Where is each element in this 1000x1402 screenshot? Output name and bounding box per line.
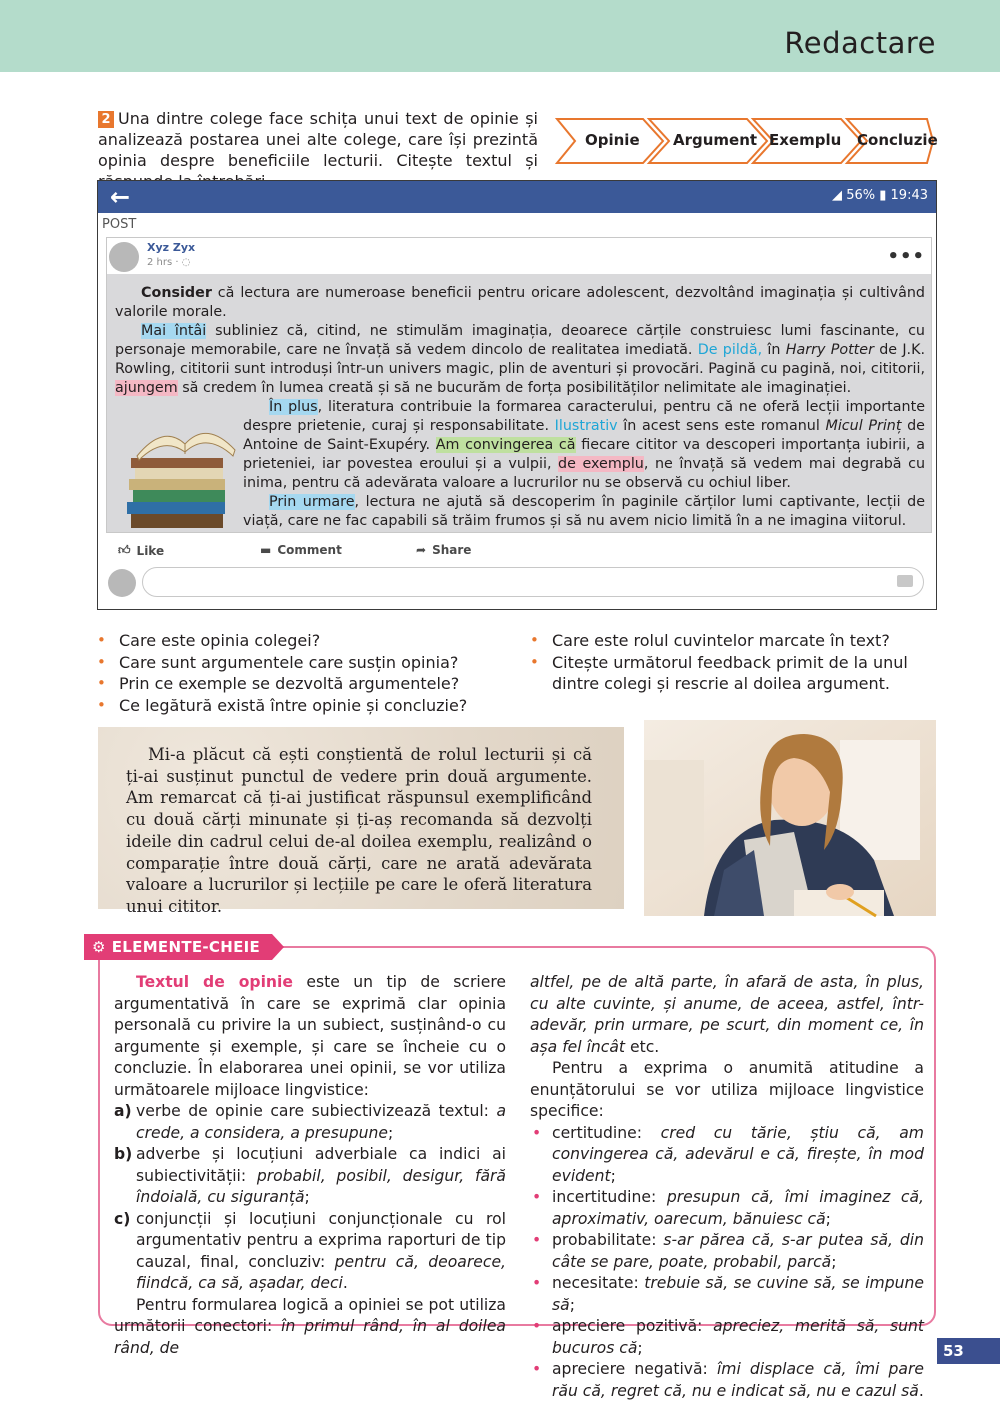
flow-step-exemplu: Exemplu [769, 131, 842, 149]
attitude-item: • apreciere pozitivă: apreciez, merită să, sunt bucuros că; [530, 1316, 924, 1359]
attitude-item: • necesitate: trebuie să, se cuvine să, se impune să; [530, 1273, 924, 1316]
status-bar [832, 188, 928, 203]
comment-input[interactable] [142, 567, 924, 597]
post-header [107, 238, 931, 274]
like-button[interactable]: 👍︎ Like [118, 543, 165, 558]
flow-step-opinie: Opinie [585, 131, 640, 149]
post-label: POST [102, 217, 137, 232]
share-arrow-icon: ➦ [416, 543, 427, 557]
battery-icon: ▮ [879, 188, 887, 203]
key-connectors-continued: altfel, pe de altă parte, în afară de asta, în plus, cu alte cuvinte, și anume, de aceea, astfel, într-adevăr, prin urmare, pe scurt, din moment ce, în așa fel încât etc. [530, 973, 924, 1056]
battery-percent: 56% [846, 188, 876, 203]
avatar[interactable] [109, 242, 139, 272]
attitude-item: • probabilitate: s-ar părea că, s-ar putea să, din câte se pare, poate, probabil, parcă; [530, 1230, 924, 1273]
gears-icon: ⚙ [92, 938, 106, 956]
question-item: • Prin ce exemple se dezvoltă argumentele? [97, 673, 517, 695]
more-options-icon[interactable]: ••• [887, 246, 925, 267]
feedback-text: Mi-a plăcut că ești conștientă de rolul lecturii și că ți-ai susținut punctul de vedere prin două argumente. Am remarcat că ți-ai justificat răspunsul exemplificând cu două cărți minunate și ți-aș recomanda să dezvolți ideile din cadrul celui de-al doilea exemplu, realizând o comparație între două cărți, care ne arată adevărata valoare a lucrurilor și lecțiile pe care le oferă literatura unui cititor. [126, 745, 592, 916]
poster-name[interactable]: Xyz Zyx [147, 241, 196, 254]
comment-button[interactable]: ▬ Comment [260, 543, 342, 557]
questions-right [530, 630, 940, 695]
connectors-list-part-2: altfel, pe de altă parte, în afară de asta, în plus, cu alte cuvinte, și anume, de aceea, astfel, într-adevăr, prin urmare, pe scurt, din moment ce, în așa fel încât [530, 973, 924, 1056]
question-item: • Care este opinia colegei? [97, 630, 517, 652]
thumbs-up-icon: 👍︎ [118, 543, 131, 557]
attitude-item: • certitudine: cred cu tărie, știu că, am convingerea că, adevărul e că, firește, în mod evident; [530, 1123, 924, 1188]
comment-row [108, 567, 926, 599]
post-paragraph-argument-2: În plus, literatura contribuie la formarea caracterului, pentru că ne oferă lecții importante despre prietenie, curaj și responsabilitate. Ilustrativ în acest sens este romanul Micul Prinț de Antoine de Saint-Exupéry. Am convingerea că fiecare cititor va descoperi importanța iubirii, a prieteniei, iar povestea eroului și a vulpii, de exemplu, ne învață să vedem mai degrabă cu inima, pentru că adevărata valoare a lucrurilor nu se observă cu ochiul liber. [243, 399, 926, 491]
flow-step-concluzie: Concluzie [857, 131, 938, 149]
commenter-avatar [108, 569, 136, 597]
post-paragraph-opinion: Consider că lectura are numeroase beneficii pentru oricare adolescent, dezvoltând imaginația și cultivând valorile morale. [115, 285, 925, 320]
attitude-item: • incertitudine: presupun că, îmi imaginez că, aproximativ, oarecum, bănuiesc că; [530, 1187, 924, 1230]
flow-step-argument: Argument [673, 131, 758, 149]
signal-icon: ◢ [832, 188, 843, 203]
post-paragraph-conclusion: Prin urmare, lectura ne ajută să descoperim în paginile cărților lumi captivante, lecții de viață, care ne fac capabili să trăim frumos și să nu avem nicio limită în a ne imagina viitorul. [243, 494, 925, 529]
key-elements-tab [84, 934, 272, 960]
post-paragraph-argument-1: Mai întâi subliniez că, citind, ne stimulăm imaginația, deoarece cărțile construiesc lumi fascinante, cu personaje memorabile, care ne învață să vedem dincolo de realitatea imediată. De pildă, în Harry Potter de J.K. Rowling, cititorii sunt introduși într-un univers magic, plin de aventuri și provocări. Pagină cu pagină, noi, cititorii, ajungem să credem în lumea creată și să ne bucurăm de forța posibilităților nelimitate ale imaginației. [115, 323, 926, 396]
post-actions [118, 543, 918, 565]
page-number: 53 [937, 1338, 1000, 1364]
post-time: 2 hrs · ◌ [147, 257, 191, 268]
exercise-number: 2 [98, 111, 114, 128]
key-elements-title: ELEMENTE-CHEIE [111, 938, 261, 956]
question-item: • Care este rolul cuvintelor marcate în text? [530, 630, 940, 652]
globe-icon: ◌ [181, 257, 191, 268]
camera-icon[interactable] [897, 575, 913, 587]
share-button[interactable]: ➦ Share [416, 543, 472, 557]
key-list-item-a: a) verbe de opinie care subiectivizează textul: a crede, a considera, a presupune; [114, 1102, 506, 1142]
key-intro: Textul de opinie este un tip de scriere argumentativă în care se exprimă clar opinia personală cu privire la un subiect, susținând-o cu argumente și exemple, și care se încheie cu o concluzie. În elaborarea unei opinii, se vor utiliza următoarele mijloace lingvistice: [114, 973, 506, 1099]
key-attitude-intro: Pentru a exprima o anumită atitudine a enunțătorului se vor utiliza mijloace lingvistice specifice: [530, 1059, 924, 1120]
post-card [106, 237, 932, 533]
books-illustration [123, 416, 245, 534]
question-item: • Ce legătură există între opinie și concluzie? [97, 695, 517, 717]
student-writing-photo [644, 720, 936, 916]
question-item: • Citește următorul feedback primit de la unul dintre colegi și rescrie al doilea argument. [530, 652, 940, 695]
clock: 19:43 [890, 188, 928, 203]
speech-bubble-icon: ▬ [260, 543, 272, 557]
social-post-mockup [97, 180, 937, 610]
attitude-item: • apreciere negativă: îmi displace că, îmi pare rău că, regret că, nu e indicat să, nu e cazul să. [530, 1359, 924, 1402]
key-list-item-c: c) conjuncții și locuțiuni conjuncționale cu rol argumentativ pentru a exprima raporturi de tip cauzal, final, concluziv: pentru că, deoarece, fiindcă, ca să, așadar, deci. [114, 1209, 506, 1292]
student-photo-illustration [644, 720, 936, 916]
section-title: Redactare [784, 26, 936, 60]
question-item: • Care sunt argumentele care susțin opinia? [97, 652, 517, 674]
page-header [0, 0, 1000, 72]
key-connectors-start: Pentru formularea logică a opiniei se pot utiliza următorii conectori: în primul rând, în al doilea rând, de [114, 1295, 506, 1357]
feedback-note [98, 727, 624, 916]
app-bar [98, 181, 936, 213]
questions-left [97, 630, 517, 716]
structure-flow [555, 117, 938, 165]
arrow-left-icon[interactable]: ← [110, 183, 131, 211]
key-list-item-b: b) adverbe și locuțiuni adverbiale ca indici ai subiectivității: probabil, posibil, desigur, fără îndoială, cu siguranță; [114, 1145, 506, 1206]
key-elements-right [530, 972, 924, 1402]
exercise-text: Una dintre colege face schița unui text de opinie și analizează postarea unei alte colege, care își prezintă opinia despre beneficiile lecturii. Citește textul și [98, 109, 538, 170]
key-elements-left [114, 972, 506, 1359]
connectors-list-part-1: în primul rând, în al doilea rând, de [114, 1317, 506, 1357]
